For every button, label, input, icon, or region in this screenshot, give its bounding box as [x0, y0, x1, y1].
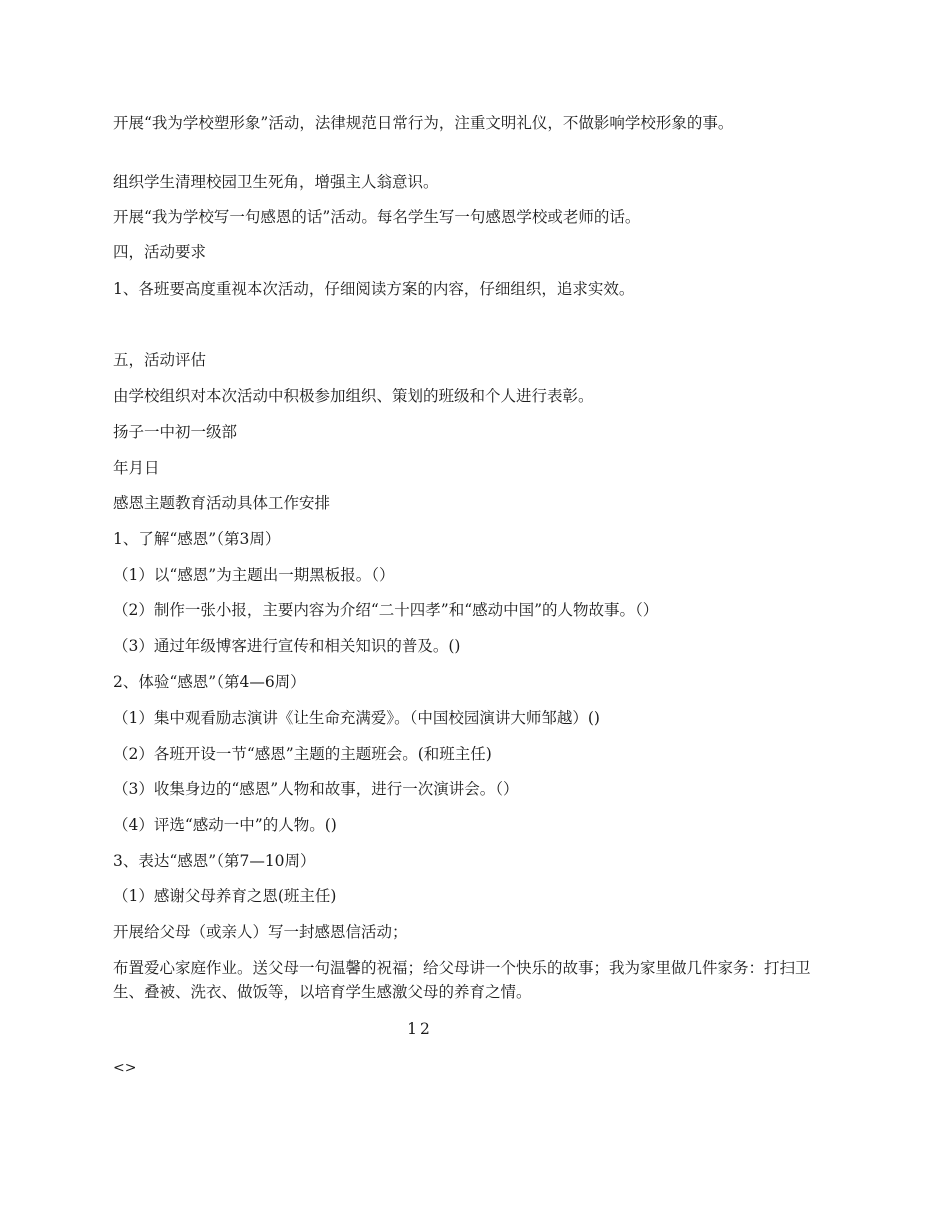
page-number: 12	[407, 1020, 433, 1038]
footer-mark: <>	[113, 1060, 137, 1076]
heading-activity-evaluation: 五，活动评估	[113, 351, 207, 369]
paragraph-thanks-sentence: 开展“我为学校写一句感恩的话”活动。每名学生写一句感恩学校或老师的话。	[113, 208, 641, 226]
list-item-selection: （4）评选“感动一中”的人物。()	[113, 816, 337, 834]
paragraph-commendation: 由学校组织对本次活动中积极参加组织、策划的班级和个人进行表彰。	[113, 387, 594, 405]
heading-work-schedule: 感恩主题教育活动具体工作安排	[113, 494, 331, 512]
heading-activity-requirements: 四，活动要求	[113, 243, 207, 261]
section-express-gratitude: 3、表达“感恩”（第7—10周）	[113, 852, 316, 870]
paragraph-requirement-1: 1、各班要高度重视本次活动，仔细阅读方案的内容，仔细组织，追求实效。	[113, 280, 635, 298]
list-item-blog: （3）通过年级博客进行宣传和相关知识的普及。()	[113, 637, 461, 655]
paragraph-school-image: 开展“我为学校塑形象”活动，法律规范日常行为，注重文明礼仪，不做影响学校形象的事。	[113, 114, 734, 132]
paragraph-letter: 开展给父母（或亲人）写一封感恩信活动；	[113, 923, 408, 941]
list-item-newspaper: （2）制作一张小报，主要内容为介绍“二十四孝”和“感动中国”的人物故事。（）	[113, 601, 659, 619]
list-item-speech: （1）集中观看励志演讲《让生命充满爱》。（中国校园演讲大师邹越）()	[113, 709, 600, 727]
list-item-thank-parents: （1）感谢父母养育之恩(班主任)	[113, 887, 337, 905]
section-understand-gratitude: 1、了解“感恩”（第3周）	[113, 530, 281, 548]
section-experience-gratitude: 2、体验“感恩”（第4—6周）	[113, 673, 306, 691]
paragraph-clean-campus: 组织学生清理校园卫生死角，增强主人翁意识。	[113, 173, 439, 191]
list-item-blackboard: （1）以“感恩”为主题出一期黑板报。（）	[113, 566, 395, 584]
paragraph-department: 扬子一中初一级部	[113, 423, 238, 441]
list-item-class-meeting: （2）各班开设一节“感恩”主题的主题班会。(和班主任)	[113, 745, 492, 763]
list-item-stories: （3）收集身边的“感恩”人物和故事，进行一次演讲会。（）	[113, 780, 519, 798]
paragraph-homework: 布置爱心家庭作业。送父母一句温馨的祝福；给父母讲一个快乐的故事；我为家里做几件家务：打扫卫生、叠被、洗衣、做饭等，以培育学生感激父母的养育之情。	[113, 959, 811, 1001]
paragraph-date: 年月日	[113, 459, 160, 477]
